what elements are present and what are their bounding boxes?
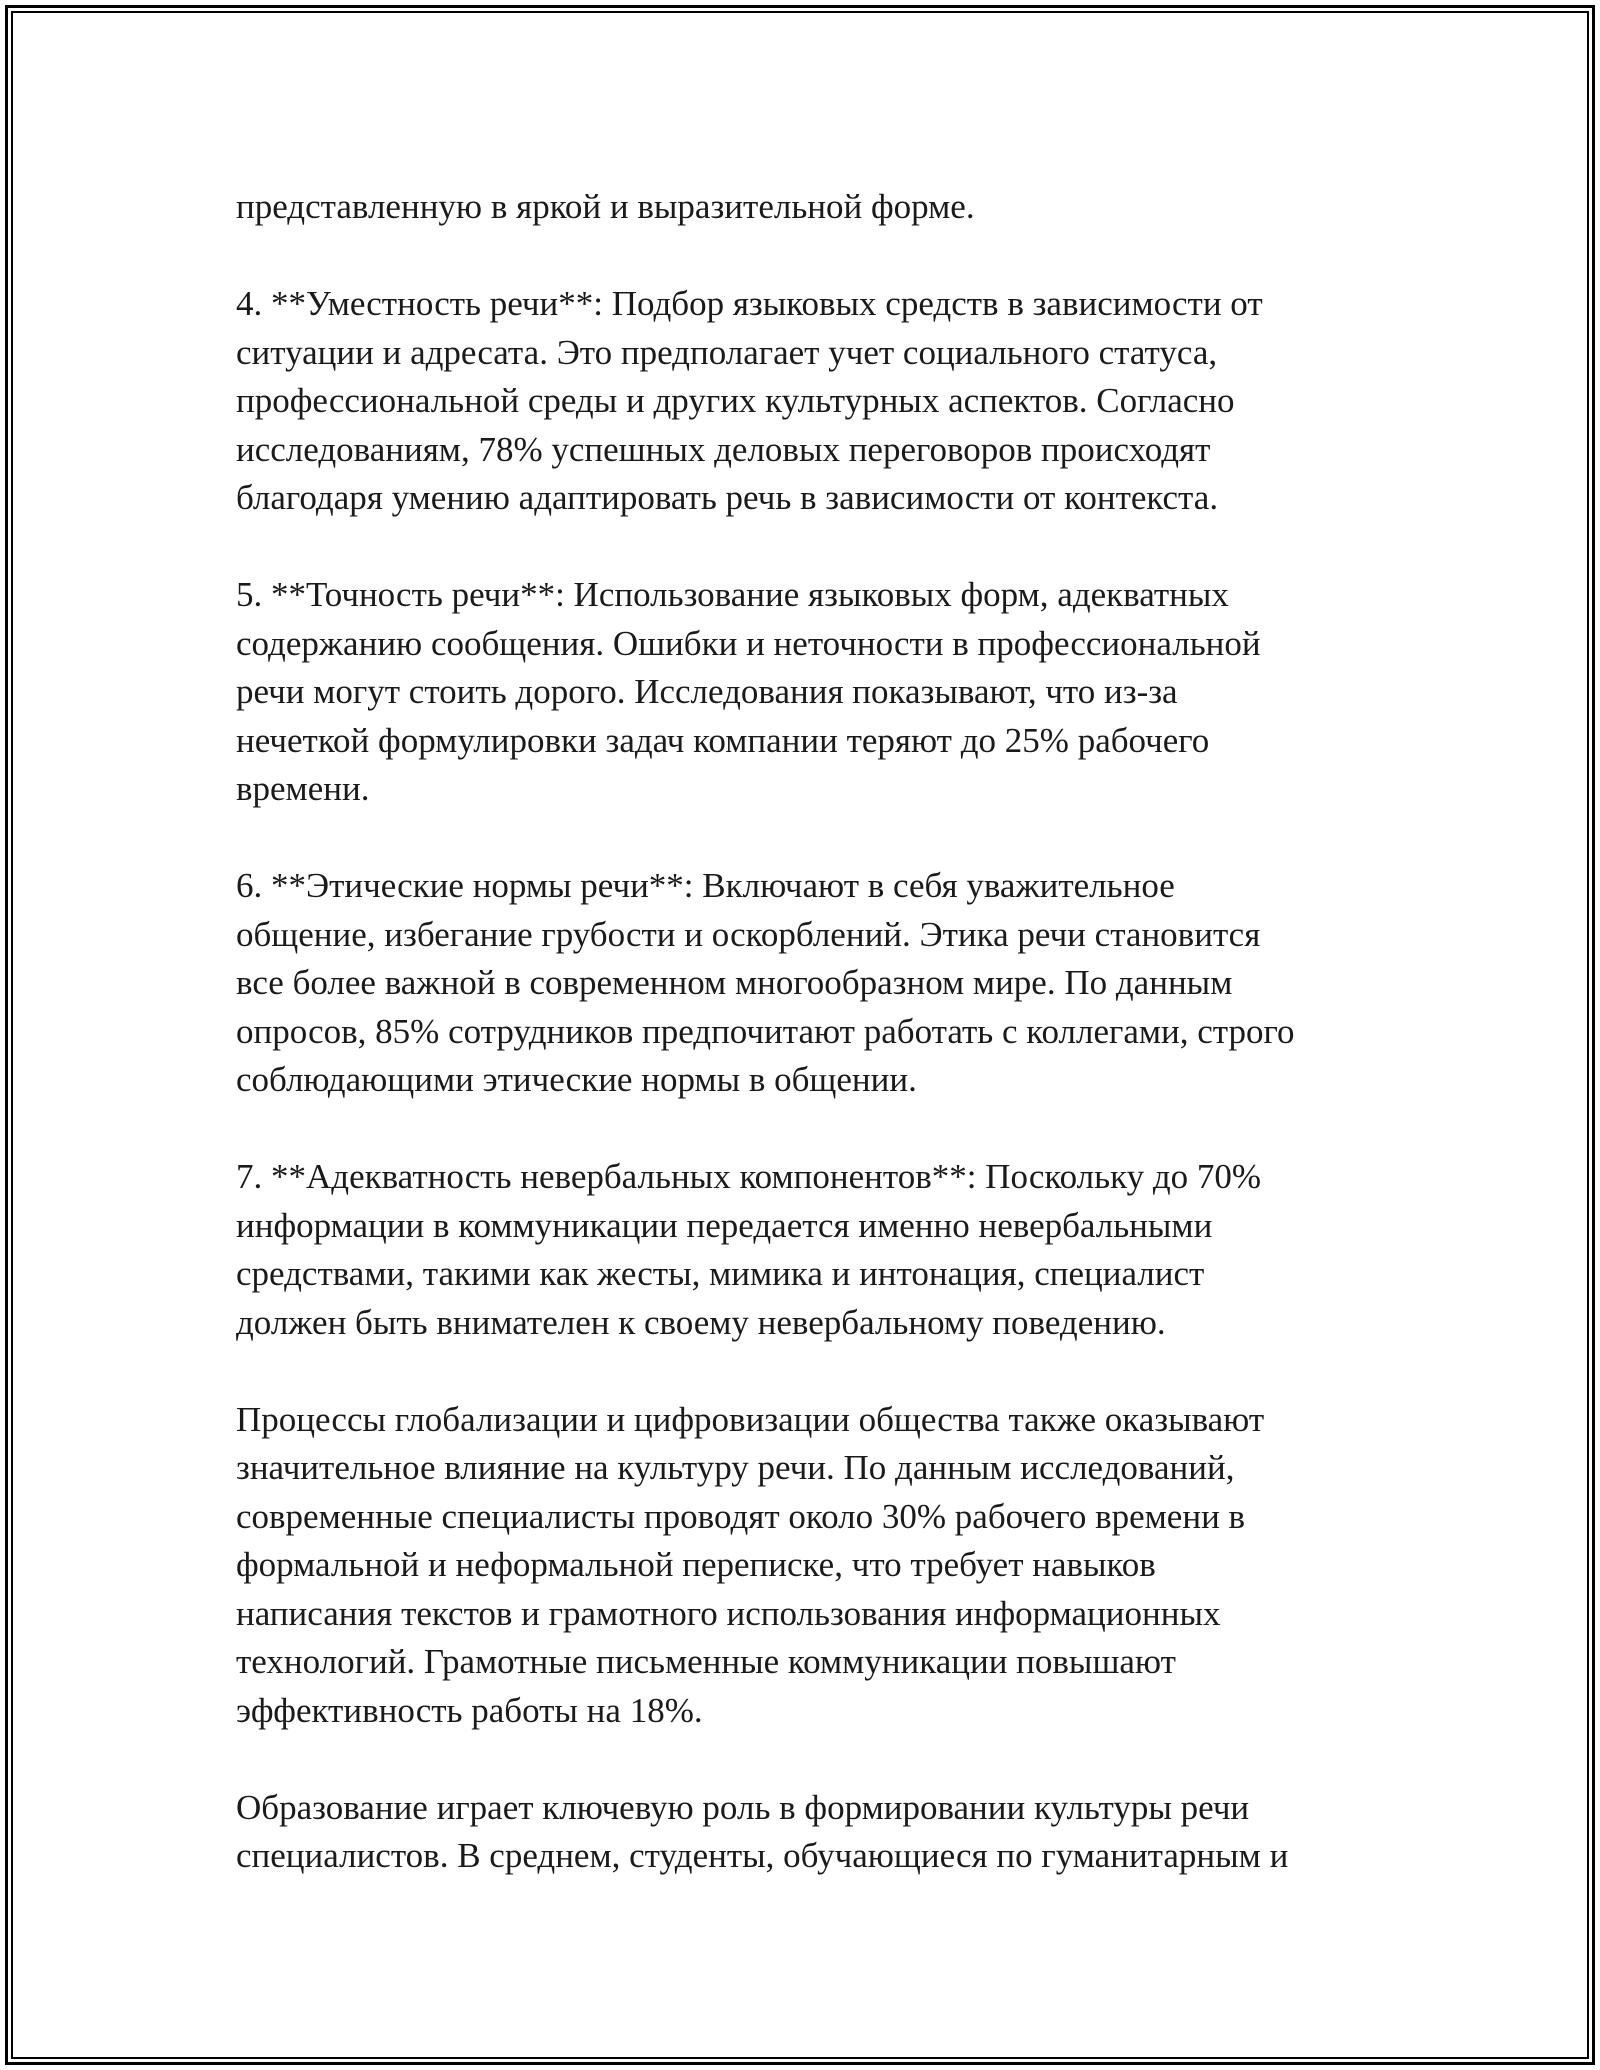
text-line: соблюдающими этические нормы в общении. [236,1060,917,1099]
paragraph-nonverbal [236,1153,1376,1347]
text-line: благодаря умению адаптировать речь в зависимости от контекста. [236,478,1219,517]
text-line: 7. **Адекватность невербальных компонентов**: Поскольку до 70% [236,1157,1262,1196]
text-line: Процессы глобализации и цифровизации общества также оказывают [236,1399,1265,1439]
text-line: написания текстов и грамотного использования информационных [236,1593,1221,1633]
text-line: формальной и неформальной переписке, что требует навыков [236,1545,1156,1584]
text-line: содержанию сообщения. Ошибки и неточности в профессиональной [236,623,1261,663]
text-line: нечеткой формулировки задач компании теряют до 25% рабочего [236,720,1210,760]
paragraph-appropriateness [236,280,1376,523]
text-line: информации в коммуникации передается именно невербальными [236,1205,1213,1245]
text-line: времени. [236,769,370,808]
text-line: 4. **Уместность речи**: Подбор языковых средств в зависимости от [236,284,1263,323]
text-line: эффективность работы на 18%. [236,1690,703,1730]
paragraph-accuracy [236,571,1376,814]
paragraph-globalization [236,1396,1376,1736]
text-line: представленную в яркой и выразительной форме. [236,187,975,226]
text-line: технологий. Грамотные письменные коммуникации повышают [236,1642,1176,1681]
text-line: 5. **Точность речи**: Использование языковых форм, адекватных [236,575,1229,614]
text-line: значительное влияние на культуру речи. По данным исследований, [236,1448,1235,1487]
text-line: современные специалисты проводят около 30% рабочего времени в [236,1496,1246,1536]
paragraph-education [236,1784,1376,1881]
paragraph-intro-continuation [236,183,1376,232]
paragraph-ethics [236,862,1376,1105]
text-line: исследованиям, 78% успешных деловых переговоров происходят [236,429,1211,469]
text-line: ситуации и адресата. Это предполагает учет социального статуса, [236,332,1218,372]
text-line: специалистов. В среднем, студенты, обучающиеся по гуманитарным и [236,1836,1289,1875]
text-line: 6. **Этические нормы речи**: Включают в себя уважительное [236,866,1175,905]
text-line: все более важной в современном многообразном мире. По данным [236,963,1233,1002]
text-line: Образование играет ключевую роль в формировании культуры речи [236,1787,1250,1827]
text-line: профессиональной среды и других культурных аспектов. Согласно [236,381,1235,420]
text-line: должен быть внимателен к своему невербальному поведению. [236,1302,1166,1342]
text-line: средствами, такими как жесты, мимика и интонация, специалист [236,1254,1205,1293]
text-line: опросов, 85% сотрудников предпочитают работать с коллегами, строго [236,1011,1295,1051]
text-line: речи могут стоить дорого. Исследования показывают, что из-за [236,672,1178,711]
document-body [236,183,1376,1881]
text-line: общение, избегание грубости и оскорблений. Этика речи становится [236,914,1261,954]
